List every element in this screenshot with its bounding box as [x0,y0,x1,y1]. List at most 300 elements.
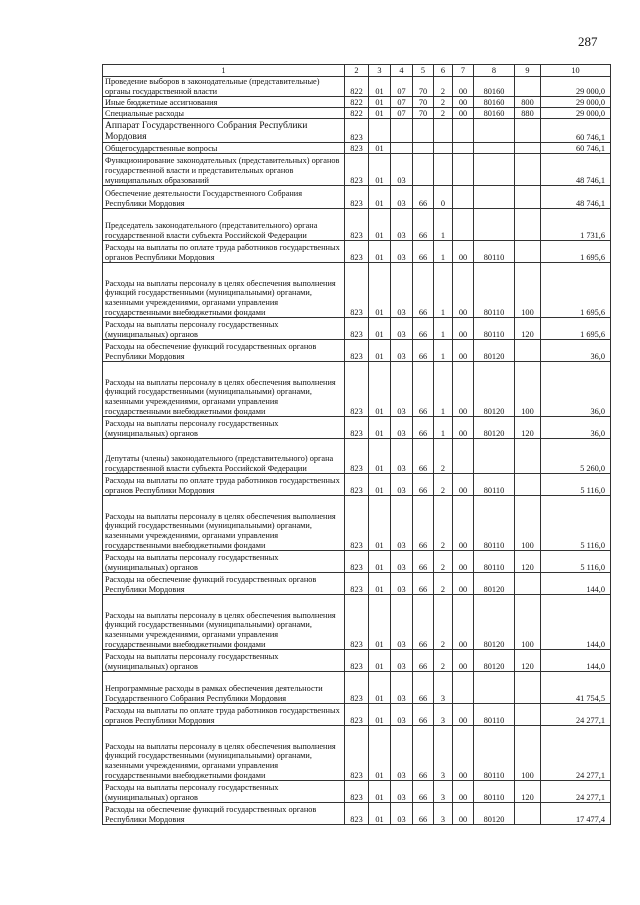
amount-cell: 29 000,0 [541,97,611,108]
code-cell: 66 [413,263,434,318]
code-cell: 00 [453,340,474,362]
code-cell: 880 [515,108,541,119]
table-row [103,439,611,474]
code-cell: 80120 [474,650,515,672]
row-name-cell: Обеспечение деятельности Государственного Собрания Республики Мордовия [103,186,345,209]
code-cell: 1 [434,318,453,340]
column-header: 4 [391,65,413,77]
code-cell [453,672,474,704]
code-cell: 00 [453,241,474,263]
row-name-cell: Расходы на выплаты персоналу государственных (муниципальных) органов [103,650,345,672]
code-cell: 66 [413,417,434,439]
code-cell: 01 [369,781,391,803]
amount-cell: 60 746,1 [541,119,611,143]
row-name-cell: Расходы на выплаты персоналу в целях обеспечения выполнения функций государственными (муниципальными) органами, казенными учреждениями, органами управления государственными внебюджетными фондами [103,362,345,417]
code-cell [515,340,541,362]
code-cell: 01 [369,496,391,551]
code-cell: 03 [391,573,413,595]
code-cell: 2 [434,650,453,672]
code-cell: 80120 [474,362,515,417]
amount-cell: 36,0 [541,362,611,417]
code-cell: 823 [345,595,369,650]
column-header: 7 [453,65,474,77]
code-cell: 2 [434,77,453,97]
code-cell: 3 [434,803,453,825]
amount-cell: 5 260,0 [541,439,611,474]
amount-cell: 1 695,6 [541,241,611,263]
code-cell: 3 [434,672,453,704]
code-cell: 00 [453,263,474,318]
code-cell: 00 [453,573,474,595]
amount-cell: 48 746,1 [541,154,611,186]
code-cell: 100 [515,263,541,318]
code-cell [515,704,541,726]
table-row [103,496,611,551]
code-cell: 823 [345,209,369,241]
code-cell: 07 [391,108,413,119]
amount-cell: 29 000,0 [541,77,611,97]
table-row [103,340,611,362]
code-cell: 66 [413,439,434,474]
code-cell [515,803,541,825]
code-cell: 823 [345,439,369,474]
table-row [103,77,611,97]
code-cell: 80110 [474,704,515,726]
amount-cell: 24 277,1 [541,704,611,726]
code-cell [515,143,541,154]
row-name-cell: Функционирование законодательных (представительных) органов государственной власти и представительных органов муниципальных образований [103,154,345,186]
amount-cell: 17 477,4 [541,803,611,825]
code-cell: 822 [345,77,369,97]
code-cell: 100 [515,726,541,781]
column-header: 8 [474,65,515,77]
code-cell: 80110 [474,496,515,551]
code-cell: 01 [369,362,391,417]
table-row [103,362,611,417]
code-cell: 800 [515,97,541,108]
code-cell: 70 [413,97,434,108]
code-cell: 01 [369,650,391,672]
code-cell: 823 [345,241,369,263]
amount-cell: 48 746,1 [541,186,611,209]
code-cell: 03 [391,726,413,781]
code-cell: 00 [453,496,474,551]
table-row [103,650,611,672]
code-cell [434,119,453,143]
code-cell: 01 [369,595,391,650]
code-cell: 823 [345,474,369,496]
code-cell [515,209,541,241]
code-cell: 70 [413,77,434,97]
table-row [103,97,611,108]
table-row [103,263,611,318]
code-cell: 80110 [474,551,515,573]
code-cell: 66 [413,573,434,595]
code-cell: 100 [515,595,541,650]
code-cell: 80120 [474,417,515,439]
amount-cell: 24 277,1 [541,726,611,781]
code-cell: 03 [391,551,413,573]
code-cell: 80110 [474,318,515,340]
code-cell: 80110 [474,263,515,318]
code-cell [453,186,474,209]
row-name-cell: Расходы на выплаты персоналу государственных (муниципальных) органов [103,417,345,439]
code-cell: 2 [434,474,453,496]
table-row [103,417,611,439]
code-cell: 01 [369,318,391,340]
code-cell: 120 [515,417,541,439]
code-cell: 03 [391,340,413,362]
table-row [103,143,611,154]
amount-cell: 5 116,0 [541,496,611,551]
code-cell: 823 [345,263,369,318]
code-cell [515,154,541,186]
amount-cell: 5 116,0 [541,474,611,496]
table-row [103,186,611,209]
row-name-cell: Председатель законодательного (представительного) органа государственной власти субъекта Российской Федерации [103,209,345,241]
code-cell [453,143,474,154]
code-cell: 01 [369,108,391,119]
code-cell: 80160 [474,97,515,108]
row-name-cell: Расходы на выплаты персоналу государственных (муниципальных) органов [103,551,345,573]
row-name-cell: Расходы на выплаты персоналу государственных (муниципальных) органов [103,318,345,340]
code-cell: 66 [413,241,434,263]
code-cell: 100 [515,496,541,551]
code-cell: 66 [413,704,434,726]
code-cell: 01 [369,97,391,108]
row-name-cell: Аппарат Государственного Собрания Республики Мордовия [103,119,345,143]
code-cell [474,186,515,209]
code-cell: 66 [413,474,434,496]
code-cell: 823 [345,143,369,154]
amount-cell: 144,0 [541,650,611,672]
code-cell: 03 [391,417,413,439]
code-cell [453,119,474,143]
code-cell [515,186,541,209]
amount-cell: 41 754,5 [541,672,611,704]
code-cell [515,77,541,97]
code-cell: 120 [515,650,541,672]
code-cell: 822 [345,108,369,119]
code-cell: 120 [515,318,541,340]
column-header: 5 [413,65,434,77]
code-cell: 80120 [474,340,515,362]
code-cell: 01 [369,263,391,318]
code-cell: 823 [345,781,369,803]
amount-cell: 144,0 [541,573,611,595]
code-cell [413,154,434,186]
code-cell: 80120 [474,595,515,650]
table-row [103,108,611,119]
row-name-cell: Иные бюджетные ассигнования [103,97,345,108]
row-name-cell: Расходы на обеспечение функций государственных органов Республики Мордовия [103,803,345,825]
code-cell: 66 [413,650,434,672]
row-name-cell: Расходы на выплаты персоналу в целях обеспечения выполнения функций государственными (муниципальными) органами, казенными учреждениями, органами управления государственными внебюджетными фондами [103,496,345,551]
row-name-cell: Расходы на выплаты по оплате труда работников государственных органов Республики Мордовия [103,474,345,496]
code-cell: 03 [391,439,413,474]
code-cell: 00 [453,474,474,496]
code-cell: 01 [369,154,391,186]
code-cell: 01 [369,186,391,209]
code-cell: 823 [345,672,369,704]
code-cell [474,209,515,241]
column-header: 9 [515,65,541,77]
code-cell: 66 [413,781,434,803]
row-name-cell: Расходы на обеспечение функций государственных органов Республики Мордовия [103,340,345,362]
code-cell: 66 [413,726,434,781]
code-cell: 3 [434,704,453,726]
row-name-cell: Расходы на выплаты персоналу в целях обеспечения выполнения функций государственными (муниципальными) органами, казенными учреждениями, органами управления государственными внебюджетными фондами [103,595,345,650]
code-cell: 823 [345,650,369,672]
code-cell: 1 [434,417,453,439]
code-cell: 823 [345,573,369,595]
code-cell [515,474,541,496]
table-row [103,726,611,781]
row-name-cell: Расходы на выплаты персоналу в целях обеспечения выполнения функций государственными (муниципальными) органами, казенными учреждениями, органами управления государственными внебюджетными фондами [103,726,345,781]
code-cell: 2 [434,439,453,474]
table-row [103,318,611,340]
code-cell: 80160 [474,77,515,97]
code-cell [474,143,515,154]
amount-cell: 24 277,1 [541,781,611,803]
budget-table [102,64,611,825]
code-cell: 66 [413,672,434,704]
code-cell: 01 [369,704,391,726]
code-cell [474,439,515,474]
code-cell: 70 [413,108,434,119]
code-cell: 03 [391,362,413,417]
code-cell: 00 [453,595,474,650]
column-header: 10 [541,65,611,77]
table-row [103,119,611,143]
code-cell: 823 [345,417,369,439]
code-cell [515,439,541,474]
code-cell [474,119,515,143]
table-row [103,551,611,573]
code-cell: 00 [453,650,474,672]
code-cell: 01 [369,143,391,154]
code-cell: 66 [413,318,434,340]
code-cell: 00 [453,704,474,726]
code-cell: 66 [413,186,434,209]
page-number: 287 [578,34,598,49]
table-row [103,573,611,595]
code-cell: 823 [345,551,369,573]
code-cell: 01 [369,803,391,825]
code-cell: 00 [453,726,474,781]
code-cell: 01 [369,241,391,263]
code-cell: 07 [391,97,413,108]
code-cell: 03 [391,318,413,340]
code-cell: 03 [391,209,413,241]
row-name-cell: Проведение выборов в законодательные (представительные) органы государственной власти [103,77,345,97]
amount-cell: 144,0 [541,595,611,650]
code-cell: 823 [345,704,369,726]
code-cell [369,119,391,143]
row-name-cell: Расходы на выплаты персоналу государственных (муниципальных) органов [103,781,345,803]
table-row [103,241,611,263]
code-cell: 01 [369,340,391,362]
code-cell: 00 [453,803,474,825]
code-cell: 01 [369,672,391,704]
code-cell: 0 [434,186,453,209]
amount-cell: 29 000,0 [541,108,611,119]
table-row [103,595,611,650]
code-cell: 01 [369,551,391,573]
code-cell: 03 [391,650,413,672]
row-name-cell: Расходы на обеспечение функций государственных органов Республики Мордовия [103,573,345,595]
table-row [103,154,611,186]
table-row [103,209,611,241]
code-cell: 80120 [474,803,515,825]
code-cell: 822 [345,97,369,108]
code-cell: 1 [434,263,453,318]
code-cell: 823 [345,496,369,551]
table-row [103,672,611,704]
row-name-cell: Общегосударственные вопросы [103,143,345,154]
code-cell: 00 [453,97,474,108]
code-cell: 03 [391,186,413,209]
code-cell: 66 [413,551,434,573]
code-cell: 01 [369,726,391,781]
code-cell [515,119,541,143]
code-cell [434,143,453,154]
code-cell: 03 [391,154,413,186]
column-header: 3 [369,65,391,77]
code-cell: 66 [413,803,434,825]
table-header-row [103,65,611,77]
code-cell: 03 [391,803,413,825]
code-cell [391,143,413,154]
code-cell: 03 [391,263,413,318]
code-cell [515,672,541,704]
code-cell: 66 [413,496,434,551]
code-cell: 66 [413,595,434,650]
code-cell: 03 [391,672,413,704]
code-cell: 80120 [474,573,515,595]
code-cell [453,439,474,474]
table-row [103,704,611,726]
code-cell: 823 [345,154,369,186]
code-cell: 2 [434,496,453,551]
code-cell: 00 [453,77,474,97]
code-cell: 1 [434,241,453,263]
amount-cell: 1 695,6 [541,263,611,318]
code-cell: 823 [345,340,369,362]
code-cell: 80110 [474,241,515,263]
code-cell: 823 [345,186,369,209]
code-cell: 01 [369,77,391,97]
code-cell: 80110 [474,726,515,781]
code-cell: 66 [413,340,434,362]
code-cell: 823 [345,362,369,417]
code-cell: 120 [515,781,541,803]
code-cell: 823 [345,318,369,340]
column-header: 2 [345,65,369,77]
row-name-cell: Расходы на выплаты персоналу в целях обеспечения выполнения функций государственными (муниципальными) органами, казенными учреждениями, органами управления государственными внебюджетными фондами [103,263,345,318]
code-cell [515,573,541,595]
amount-cell: 1 695,6 [541,318,611,340]
row-name-cell: Непрограммные расходы в рамках обеспечения деятельности Государственного Собрания Республики Мордовия [103,672,345,704]
amount-cell: 36,0 [541,340,611,362]
table-row [103,781,611,803]
code-cell: 03 [391,781,413,803]
code-cell: 00 [453,108,474,119]
code-cell: 2 [434,108,453,119]
code-cell: 00 [453,318,474,340]
code-cell: 120 [515,551,541,573]
amount-cell: 36,0 [541,417,611,439]
code-cell: 07 [391,77,413,97]
code-cell [515,241,541,263]
code-cell: 1 [434,209,453,241]
code-cell: 66 [413,362,434,417]
code-cell [474,672,515,704]
code-cell [413,143,434,154]
code-cell: 03 [391,704,413,726]
code-cell: 3 [434,781,453,803]
code-cell: 2 [434,573,453,595]
code-cell: 1 [434,340,453,362]
table-row [103,803,611,825]
row-name-cell: Расходы на выплаты по оплате труда работников государственных органов Республики Мордовия [103,241,345,263]
code-cell [474,154,515,186]
table-body [103,77,611,825]
row-name-cell: Депутаты (члены) законодательного (представительного) органа государственной власти субъекта Российской Федерации [103,439,345,474]
column-header: 1 [103,65,345,77]
row-name-cell: Расходы на выплаты по оплате труда работников государственных органов Республики Мордовия [103,704,345,726]
code-cell: 80110 [474,781,515,803]
code-cell: 03 [391,496,413,551]
column-header: 6 [434,65,453,77]
code-cell: 01 [369,474,391,496]
code-cell: 823 [345,803,369,825]
code-cell [453,154,474,186]
code-cell: 66 [413,209,434,241]
code-cell: 01 [369,573,391,595]
code-cell [453,209,474,241]
code-cell: 80160 [474,108,515,119]
code-cell: 00 [453,551,474,573]
code-cell: 00 [453,417,474,439]
code-cell: 823 [345,119,369,143]
code-cell: 03 [391,474,413,496]
code-cell: 2 [434,595,453,650]
amount-cell: 60 746,1 [541,143,611,154]
code-cell: 01 [369,439,391,474]
amount-cell: 1 731,6 [541,209,611,241]
code-cell: 2 [434,97,453,108]
code-cell: 823 [345,726,369,781]
code-cell: 00 [453,362,474,417]
code-cell [391,119,413,143]
amount-cell: 5 116,0 [541,551,611,573]
code-cell [434,154,453,186]
code-cell: 80110 [474,474,515,496]
code-cell: 100 [515,362,541,417]
code-cell: 3 [434,726,453,781]
code-cell: 1 [434,362,453,417]
code-cell: 01 [369,417,391,439]
table-row [103,474,611,496]
code-cell: 03 [391,241,413,263]
code-cell: 01 [369,209,391,241]
code-cell: 2 [434,551,453,573]
code-cell [413,119,434,143]
row-name-cell: Специальные расходы [103,108,345,119]
code-cell: 03 [391,595,413,650]
code-cell: 00 [453,781,474,803]
